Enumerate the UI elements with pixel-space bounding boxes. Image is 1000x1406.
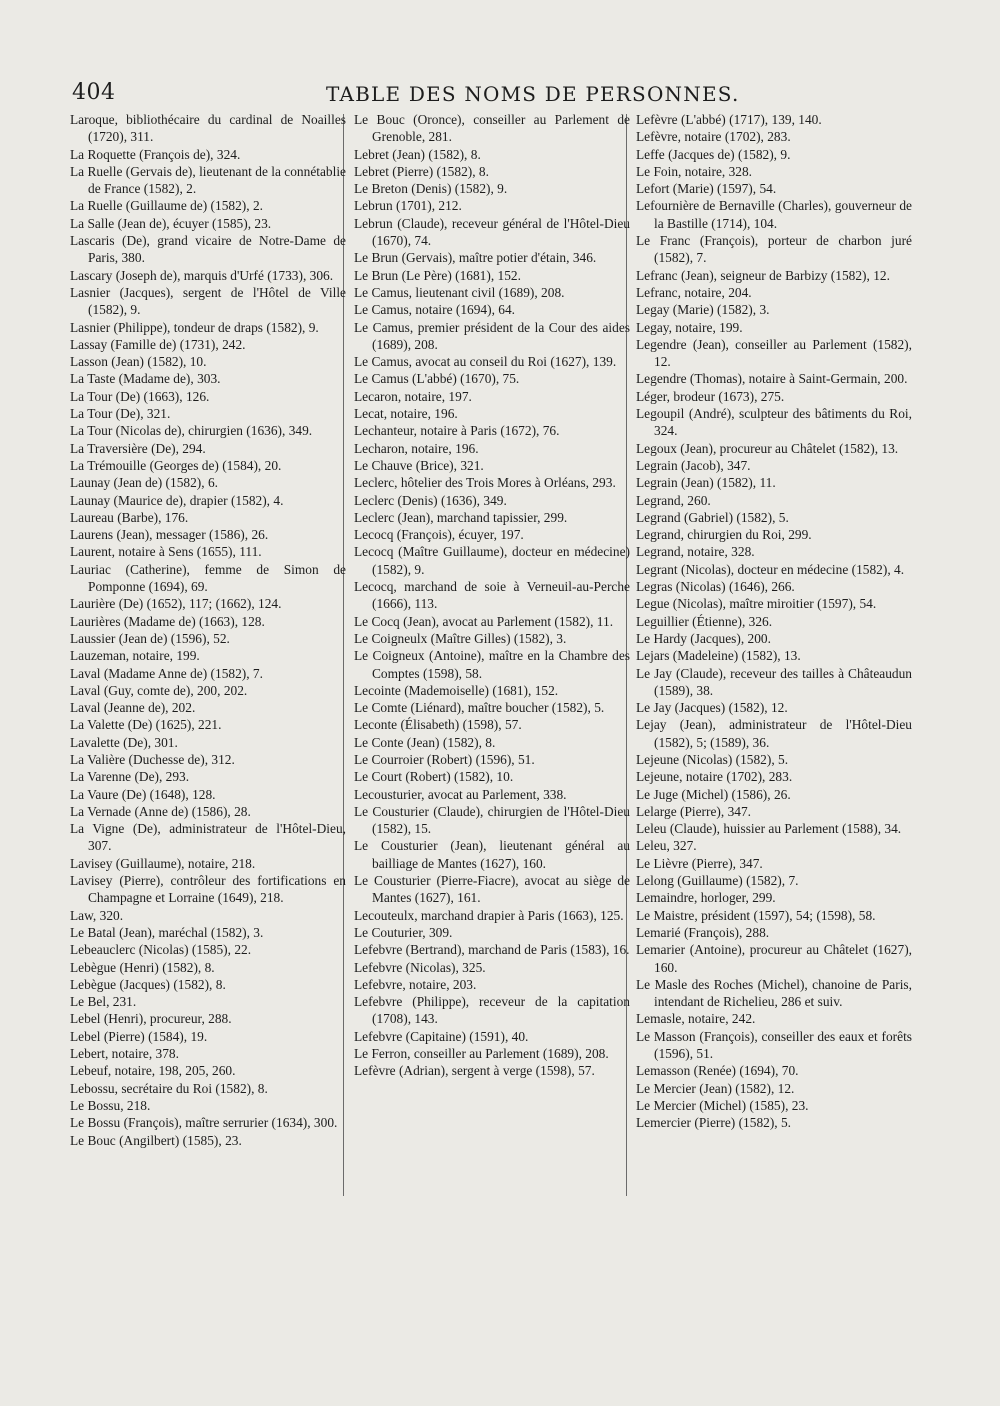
index-entry: La Tour (De) (1663), 126. [70,388,210,404]
index-entry: Lebert, notaire, 378. [70,1046,179,1062]
index-entry: Lascaris (De), grand vicaire de Notre-Dame de Paris, 380. [70,233,346,266]
index-entry: Launay (Jean de) (1582), 6. [70,475,218,491]
index-entry: Lecocq (Maître Guillaume), docteur en médecine) (1582), 9. [354,544,630,577]
index-entry: Le Mercier (Jean) (1582), 12. [636,1080,795,1096]
index-entry: Lefournière de Bernaville (Charles), gouverneur de la Bastille (1714), 104. [636,198,912,231]
index-entry: Lassay (Famille de) (1731), 242. [70,336,246,352]
index-entry: La Tour (De), 321. [70,406,171,422]
index-entry: Lefebvre (Nicolas), 325. [354,959,486,975]
index-entry: La Traversière (De), 294. [70,440,206,456]
index-entry: Lefebvre (Bertrand), marchand de Paris (1583), 16. [354,942,630,958]
index-entry: La Roquette (François de), 324. [70,146,241,162]
index-entry: Lebeauclerc (Nicolas) (1585), 22. [70,942,252,958]
index-entry: Lemaindre, horloger, 299. [636,890,776,906]
index-entry: La Vernade (Anne de) (1586), 28. [70,803,251,819]
index-entry: Le Bossu (François), maître serrurier (1634), 300. [70,1115,338,1131]
index-entry: Le Jay (Jacques) (1582), 12. [636,700,788,716]
index-entry: La Taste (Madame de), 303. [70,371,221,387]
index-entry: Le Foin, notaire, 328. [636,163,753,179]
index-entry: Leleu, 327. [636,838,697,854]
index-entry: Le Jay (Claude), receveur des tailles à Châteaudun (1589), 38. [636,665,912,698]
index-entry: Le Comte (Liénard), maître boucher (1582), 5. [354,700,605,716]
index-entry: Legue (Nicolas), maître miroitier (1597), 54. [636,596,877,612]
index-entry: Lavalette (De), 301. [70,734,178,750]
index-entry: Leleu (Claude), huissier au Parlement (1588), 34. [636,821,902,837]
index-entry: Le Bossu, 218. [70,1097,151,1113]
index-entry: Lejay (Jean), administrateur de l'Hôtel-Dieu (1582), 5; (1589), 36. [636,717,912,750]
index-entry: Lascary (Joseph de), marquis d'Urfé (1733), 306. [70,267,334,283]
index-entry: Leclerc (Jean), marchand tapissier, 299. [354,509,568,525]
index-entry: Lebret (Pierre) (1582), 8. [354,163,489,179]
index-entry: Launay (Maurice de), drapier (1582), 4. [70,492,284,508]
index-entry: Lelarge (Pierre), 347. [636,803,752,819]
index-entry: Lecaron, notaire, 197. [354,388,472,404]
index-entry: La Ruelle (Gervais de), lieutenant de la connétablie de France (1582), 2. [70,163,346,197]
index-entry: La Valière (Duchesse de), 312. [70,751,235,767]
index-entry: Le Cocq (Jean), avocat au Parlement (1582), 11. [354,613,614,629]
index-entry: Lebègue (Jacques) (1582), 8. [70,976,226,992]
index-entry: Le Brun (Le Père) (1681), 152. [354,267,521,283]
index-entry: La Vigne (De), administrateur de l'Hôtel-Dieu, 307. [70,821,346,854]
index-entry: Le Ferron, conseiller au Parlement (1689), 208. [354,1046,609,1062]
index-entry: Lefebvre, notaire, 203. [354,976,477,992]
index-entry: Lefranc, notaire, 204. [636,284,752,300]
index-entry: Lavisey (Pierre), contrôleur des fortifications en Champagne et Lorraine (1649), 218. [70,873,346,906]
index-entry: Lefranc (Jean), seigneur de Barbizy (1582), 12. [636,267,890,283]
index-entry: Laval (Madame Anne de) (1582), 7. [70,665,263,681]
index-column-1 [70,111,346,1149]
index-entry: La Vaure (De) (1648), 128. [70,786,216,802]
page-title: TABLE DES NOMS DE PERSONNES. [326,82,740,106]
index-entry: Lecocq, marchand de soie à Verneuil-au-Perche (1666), 113. [354,579,630,612]
index-entry: Lemasson (Renée) (1694), 70. [636,1063,799,1079]
index-entry: Leclerc, hôtelier des Trois Mores à Orléans, 293. [354,475,616,491]
index-entry: Leconte (Élisabeth) (1598), 57. [354,717,522,733]
index-column-2 [354,111,630,1080]
index-entry: Leguillier (Étienne), 326. [636,613,773,629]
index-entry: Legrant (Nicolas), docteur en médecine (1582), 4. [636,561,905,577]
index-entry: Le Masson (François), conseiller des eaux et forêts (1596), 51. [636,1028,912,1062]
index-entry: Le Batal (Jean), maréchal (1582), 3. [70,924,264,940]
index-entry: Lefebvre (Philippe), receveur de la capitation (1708), 143. [354,994,630,1027]
index-entry: Legendre (Thomas), notaire à Saint-Germain, 200. [636,371,908,387]
index-entry: Lefèvre, notaire (1702), 283. [636,129,791,145]
index-entry: Law, 320. [70,907,124,923]
index-entry: Le Brun (Gervais), maître potier d'étain, 346. [354,250,597,266]
index-entry: Laval (Guy, comte de), 200, 202. [70,682,248,698]
page-number: 404 [72,80,116,105]
index-entry: Lefebvre (Capitaine) (1591), 40. [354,1028,529,1044]
index-entry: La Tour (Nicolas de), chirurgien (1636), 349. [70,423,313,439]
index-entry: Legrand (Gabriel) (1582), 5. [636,509,789,525]
index-entry: La Valette (De) (1625), 221. [70,717,222,733]
index-entry: Le Courroier (Robert) (1596), 51. [354,751,535,767]
index-entry: Le Franc (François), porteur de charbon juré (1582), 7. [636,233,912,266]
index-entry: Legendre (Jean), conseiller au Parlement (1582), 12. [636,336,912,370]
index-entry: Laurent, notaire à Sens (1655), 111. [70,544,262,560]
index-entry: Leclerc (Denis) (1636), 349. [354,492,507,508]
index-entry: Le Camus, lieutenant civil (1689), 208. [354,284,565,300]
index-entry: Lebrun (1701), 212. [354,198,462,214]
index-entry: Lefèvre (Adrian), sergent à verge (1598), 57. [354,1063,595,1079]
index-entry: Le Cousturier (Claude), chirurgien de l'Hôtel-Dieu (1582), 15. [354,803,630,837]
index-entry: Laurens (Jean), messager (1586), 26. [70,527,269,543]
index-entry: Lebègue (Henri) (1582), 8. [70,959,215,975]
index-entry: Legay (Marie) (1582), 3. [636,302,770,318]
index-entry: Le Chauve (Brice), 321. [354,457,484,473]
index-entry: Lasnier (Philippe), tondeur de draps (1582), 9. [70,319,319,335]
index-entry: La Salle (Jean de), écuyer (1585), 23. [70,215,272,231]
index-entry: Lefort (Marie) (1597), 54. [636,181,777,197]
index-entry: Le Couturier, 309. [354,924,453,940]
index-entry: Laroque, bibliothécaire du cardinal de Noailles (1720), 311. [70,112,346,145]
index-entry: Lelong (Guillaume) (1582), 7. [636,873,799,889]
index-entry: Laureau (Barbe), 176. [70,509,189,525]
index-entry: Le Camus, notaire (1694), 64. [354,302,516,318]
index-entry: Lebel (Pierre) (1584), 19. [70,1028,208,1044]
index-entry: Legrain (Jacob), 347. [636,457,751,473]
index-entry: Lebossu, secrétaire du Roi (1582), 8. [70,1080,268,1096]
index-entry: Lejeune, notaire (1702), 283. [636,769,793,785]
index-entry: Lefèvre (L'abbé) (1717), 139, 140. [636,112,822,127]
index-entry: Laval (Jeanne de), 202. [70,700,196,716]
index-entry: Le Bouc (Angilbert) (1585), 23. [70,1132,242,1148]
index-entry: Lemarié (François), 288. [636,924,770,940]
index-entry: Lauriac (Catherine), femme de Simon de Pomponne (1694), 69. [70,561,346,595]
index-entry: Le Coigneux (Antoine), maître en la Chambre des Comptes (1598), 58. [354,648,630,681]
index-entry: Legoupil (André), sculpteur des bâtiments du Roi, 324. [636,406,912,439]
index-entry: Le Coigneulx (Maître Gilles) (1582), 3. [354,630,567,646]
index-entry: La Varenne (De), 293. [70,769,190,785]
index-entry: Legrand, chirurgien du Roi, 299. [636,527,812,543]
index-entry: Le Bouc (Oronce), conseiller au Parlement de Grenoble, 281. [354,112,630,145]
index-entry: Le Cousturier (Jean), lieutenant général au bailliage de Mantes (1627), 160. [354,838,630,871]
index-entry: Lemercier (Pierre) (1582), 5. [636,1115,792,1131]
index-entry: Lecocq (François), écuyer, 197. [354,527,524,543]
index-entry: La Ruelle (Guillaume de) (1582), 2. [70,198,263,214]
index-entry: Léger, brodeur (1673), 275. [636,388,785,404]
index-entry: Laussier (Jean de) (1596), 52. [70,630,230,646]
index-entry: Lecat, notaire, 196. [354,406,458,422]
index-entry: Lemasle, notaire, 242. [636,1011,756,1027]
index-entry: Laurières (Madame de) (1663), 128. [70,613,265,629]
index-entry: Le Court (Robert) (1582), 10. [354,769,514,785]
index-entry: Legay, notaire, 199. [636,319,743,335]
index-entry: Lejeune (Nicolas) (1582), 5. [636,751,789,767]
index-entry: Lecouteulx, marchand drapier à Paris (1663), 125. [354,907,624,923]
index-entry: Le Maistre, président (1597), 54; (1598), 58. [636,907,876,923]
index-entry: Le Conte (Jean) (1582), 8. [354,734,496,750]
index-entry: La Trémouille (Georges de) (1584), 20. [70,457,282,473]
index-entry: Legrand, 260. [636,492,711,508]
index-entry: Lasson (Jean) (1582), 10. [70,354,207,370]
index-entry: Le Masle des Roches (Michel), chanoine de Paris, intendant de Richelieu, 286 et suiv. [636,976,912,1010]
index-entry: Lebrun (Claude), receveur général de l'Hôtel-Dieu (1670), 74. [354,215,630,249]
index-entry: Le Hardy (Jacques), 200. [636,630,771,646]
index-entry: Lebel (Henri), procureur, 288. [70,1011,232,1027]
index-entry: Lecousturier, avocat au Parlement, 338. [354,786,567,802]
index-entry: Legras (Nicolas) (1646), 266. [636,579,795,595]
index-entry: Lejars (Madeleine) (1582), 13. [636,648,801,664]
index-entry: Lemarier (Antoine), procureur au Châtelet (1627), 160. [636,942,912,975]
index-column-3 [636,111,912,1132]
index-entry: Lecointe (Mademoiselle) (1681), 152. [354,682,559,698]
index-entry: Laurière (De) (1652), 117; (1662), 124. [70,596,282,612]
index-entry: Lecharon, notaire, 196. [354,440,479,456]
index-entry: Lebret (Jean) (1582), 8. [354,146,481,162]
index-entry: Lasnier (Jacques), sergent de l'Hôtel de Ville (1582), 9. [70,284,346,318]
index-entry: Lechanteur, notaire à Paris (1672), 76. [354,423,560,439]
index-entry: Le Mercier (Michel) (1585), 23. [636,1097,809,1113]
index-entry: Legrain (Jean) (1582), 11. [636,475,776,491]
index-entry: Le Lièvre (Pierre), 347. [636,855,763,871]
index-entry: Le Bel, 231. [70,994,137,1010]
index-entry: Le Breton (Denis) (1582), 9. [354,181,508,197]
index-entry: Legoux (Jean), procureur au Châtelet (1582), 13. [636,440,899,456]
index-entry: Le Juge (Michel) (1586), 26. [636,786,791,802]
index-entry: Lavisey (Guillaume), notaire, 218. [70,855,256,871]
index-entry: Lebeuf, notaire, 198, 205, 260. [70,1063,236,1079]
index-entry: Le Cousturier (Pierre-Fiacre), avocat au siège de Mantes (1627), 161. [354,873,630,906]
index-entry: Le Camus (L'abbé) (1670), 75. [354,371,520,387]
index-entry: Legrand, notaire, 328. [636,544,755,560]
index-entry: Le Camus, avocat au conseil du Roi (1627), 139. [354,354,617,370]
index-entry: Le Camus, premier président de la Cour des aides (1689), 208. [354,319,630,352]
index-entry: Leffe (Jacques de) (1582), 9. [636,146,791,162]
index-entry: Lauzeman, notaire, 199. [70,648,200,664]
